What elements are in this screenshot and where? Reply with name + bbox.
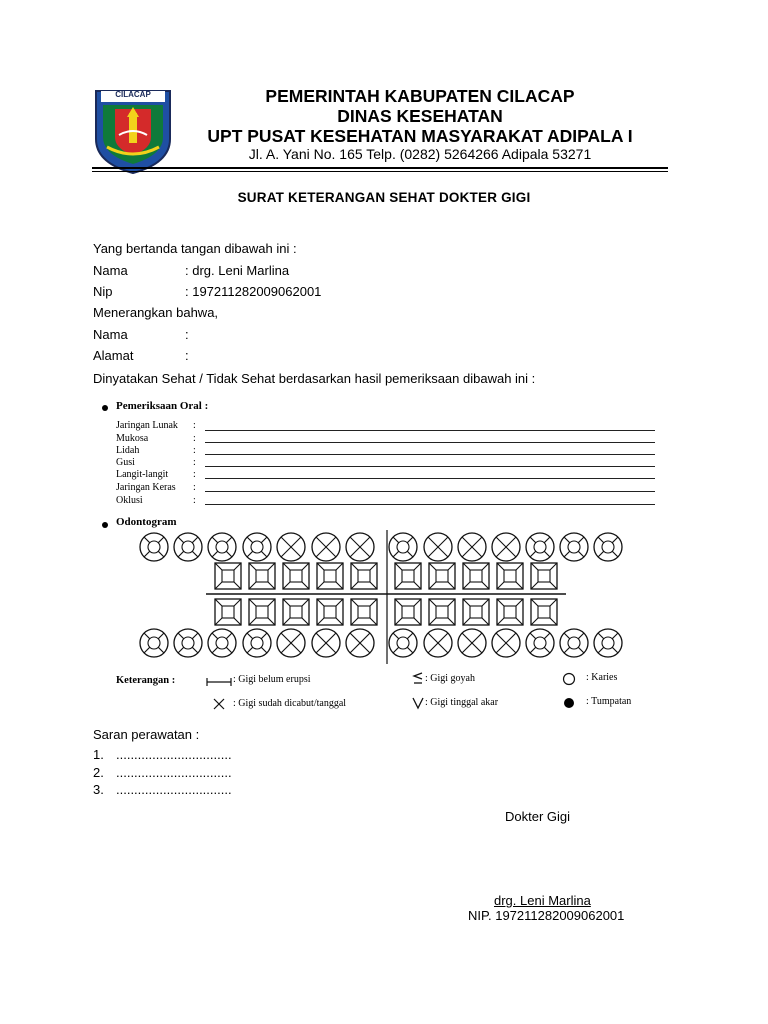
letterhead-agency: DINAS KESEHATAN <box>337 106 503 126</box>
extracted-symbol-icon <box>212 697 226 711</box>
declares-text: Menerangkan bahwa, <box>93 305 219 320</box>
upper-adult-teeth <box>140 533 622 561</box>
signer-nip-value: : 197211282009062001 <box>185 284 322 299</box>
root-remaining-symbol-icon <box>411 696 425 710</box>
patient-name-colon: : <box>185 327 189 342</box>
oral-fill-line <box>205 478 655 479</box>
oral-exam-bullet <box>102 405 108 411</box>
oral-item: Langit-langit <box>116 469 169 480</box>
patient-address-colon: : <box>185 348 189 363</box>
signer-name-value: : drg. Leni Marlina <box>185 263 290 278</box>
loose-tooth-symbol-icon <box>411 671 425 687</box>
treatment-number: 2. <box>93 765 104 780</box>
oral-fill-line <box>205 504 655 505</box>
letterhead-government: PEMERINTAH KABUPATEN CILACAP <box>265 86 575 106</box>
oral-colon: : <box>193 469 196 480</box>
letterhead-rule-thin <box>92 171 668 172</box>
oral-item: Jaringan Keras <box>116 482 176 493</box>
oral-item: Mukosa <box>116 433 149 444</box>
signer-name-label: Nama <box>93 263 128 278</box>
legend-extracted: : Gigi sudah dicabut/tanggal <box>233 698 347 709</box>
oral-colon: : <box>193 420 196 431</box>
legend-heading: Keterangan : <box>116 675 176 686</box>
upper-primary-teeth <box>215 563 557 589</box>
unerupted-symbol-icon <box>205 676 233 688</box>
signature-name: drg. Leni Marlina <box>494 893 591 908</box>
oral-colon: : <box>193 445 196 456</box>
odontogram-chart <box>136 530 642 664</box>
oral-item: Oklusi <box>116 495 143 506</box>
intro-text: Yang bertanda tangan dibawah ini : <box>93 241 297 256</box>
treatment-heading: Saran perawatan : <box>93 727 200 742</box>
statement-text: Dinyatakan Sehat / Tidak Sehat berdasarkan hasil pemeriksaan dibawah ini : <box>93 371 536 386</box>
signer-nip-label: Nip <box>93 284 113 299</box>
letterhead-rule <box>92 167 668 169</box>
legend-caries: : Karies <box>586 672 618 683</box>
oral-colon: : <box>193 495 196 506</box>
filling-symbol-icon <box>561 696 577 710</box>
caries-symbol-icon <box>561 672 577 686</box>
treatment-number: 1. <box>93 747 104 762</box>
signature-role: Dokter Gigi <box>505 809 571 824</box>
oral-item: Jaringan Lunak <box>116 420 178 431</box>
cilacap-logo <box>93 87 173 175</box>
oral-colon: : <box>193 482 196 493</box>
oral-fill-line <box>205 466 655 467</box>
document-title: SURAT KETERANGAN SEHAT DOKTER GIGI <box>237 190 531 205</box>
signature-nip: NIP. 197211282009062001 <box>468 908 625 923</box>
treatment-blank: ................................ <box>116 782 232 797</box>
oral-fill-line <box>205 454 655 455</box>
letterhead-address: Jl. A. Yani No. 165 Telp. (0282) 5264266 Adipala 53271 <box>248 146 592 162</box>
lower-primary-teeth <box>215 599 557 625</box>
oral-fill-line <box>205 491 655 492</box>
legend-unerupted: : Gigi belum erupsi <box>233 674 311 685</box>
oral-exam-heading: Pemeriksaan Oral : <box>116 400 209 412</box>
letterhead-institution: UPT PUSAT KESEHATAN MASYARAKAT ADIPALA I <box>207 126 633 146</box>
odontogram-heading: Odontogram <box>116 516 177 528</box>
legend-root: : Gigi tinggal akar <box>425 697 499 708</box>
patient-name-label: Nama <box>93 327 128 342</box>
treatment-blank: ................................ <box>116 747 232 762</box>
oral-colon: : <box>193 433 196 444</box>
oral-colon: : <box>193 457 196 468</box>
odontogram-bullet <box>102 522 108 528</box>
treatment-blank: ................................ <box>116 765 232 780</box>
treatment-number: 3. <box>93 782 104 797</box>
logo-lettering: CILACAP <box>115 90 151 99</box>
legend-filling: : Tumpatan <box>586 696 632 707</box>
oral-item: Lidah <box>116 445 140 456</box>
oral-fill-line <box>205 442 655 443</box>
oral-fill-line <box>205 430 655 431</box>
lower-adult-teeth <box>140 629 622 657</box>
oral-item: Gusi <box>116 457 135 468</box>
patient-address-label: Alamat <box>93 348 134 363</box>
legend-loose: : Gigi goyah <box>425 673 475 684</box>
